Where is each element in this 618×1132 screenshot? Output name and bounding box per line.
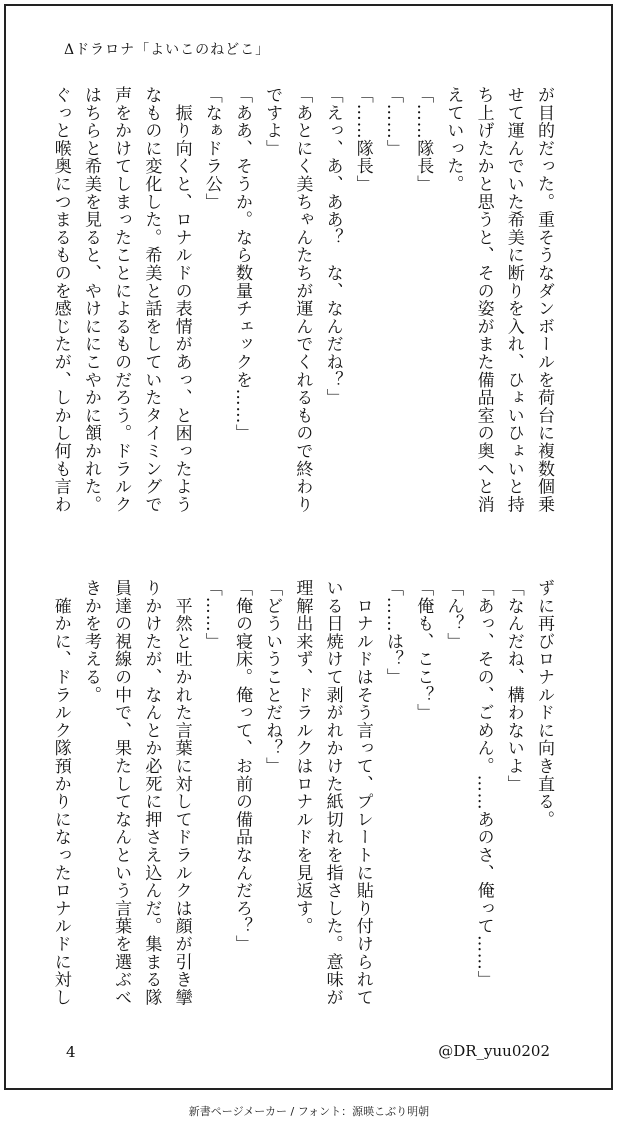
text-line: 確かに、ドラルク隊預かりになったロナルドに対し (50, 579, 71, 1007)
text-line: 「ん？」 (443, 579, 464, 651)
text-line: ですよ」 (262, 86, 283, 158)
text-line: ロナルドはそう言って、プレートに貼り付けられて (352, 579, 373, 1007)
text-line: 「……」 (201, 579, 222, 651)
text-line: 「あとにく美ちゃんたちが運んでくれるもので終わり (292, 86, 313, 514)
text-line: せて運んでいた希美に断りを入れ、ひょいひょいと持 (503, 86, 524, 514)
footer-credit: 新書ページメーカー / フォント：源暎こぶり明朝 (188, 1105, 430, 1118)
text-line: 「ああ、そうか。なら数量チェックを……」 (231, 86, 252, 442)
text-line: 員達の視線の中で、果たしてなんという言葉を選ぶべ (111, 579, 132, 1007)
page-frame (4, 4, 613, 1090)
text-line: ずに再びロナルドに向き直る。 (534, 579, 554, 829)
text-line: 「……」 (382, 86, 403, 158)
text-line: 「……は？」 (382, 579, 403, 686)
text-column-bottom (49, 579, 559, 1034)
text-line: えていった。 (443, 86, 464, 193)
text-line: ち上げたかと思うと、その姿がまた備品室の奥へと消 (473, 86, 494, 514)
text-line: 理解出来ず、ドラルクはロナルドを見返す。 (292, 579, 313, 935)
page-title: Δドラロナ「よいこのねどこ」 (64, 42, 271, 58)
text-line: はちらと希美を見ると、やけににこやかに頷かれた。 (80, 86, 101, 514)
author-handle: @DR_yuu0202 (438, 1042, 550, 1060)
text-line: 「……隊長」 (413, 86, 434, 193)
page-number: 4 (66, 1043, 76, 1061)
text-line: ぐっと喉奥につまるものを感じたが、しかし何も言わ (50, 86, 71, 514)
text-line: 振り向くと、ロナルドの表情があっ、と困ったよう (171, 86, 192, 514)
text-line: 「どういうことだね？」 (262, 579, 283, 775)
text-line: 「なんだね、構わないよ」 (503, 579, 524, 793)
text-line: りかけたが、なんとか必死に押さえ込んだ。集まる隊 (141, 579, 162, 1007)
text-line: きかを考える。 (80, 579, 101, 704)
text-line: 「俺の寝床。俺って、お前の備品なんだろ？」 (231, 579, 252, 953)
text-line: 「……隊長」 (352, 86, 373, 193)
text-line: 「俺も、ここ？」 (413, 579, 434, 722)
text-line: 「えっ、あ、ああ？ な、なんだね？」 (322, 86, 343, 407)
text-line: 「なぁドラ公」 (201, 86, 222, 211)
text-column-top (49, 86, 559, 541)
text-line: 平然と吐かれた言葉に対してドラルクは顔が引き攣 (171, 579, 192, 1007)
text-line: なものに変化した。希美と話をしていたタイミングで (141, 86, 162, 514)
text-line: いる日焼けて剥がれかけた紙切れを指さした。意味が (322, 579, 343, 1007)
text-line: が目的だった。重そうなダンボールを荷台に複数個乗 (534, 86, 554, 514)
text-line: 声をかけてしまったことによるものだろう。ドラルク (111, 86, 132, 514)
text-line: 「あっ、その、ごめん。……あのさ、俺って……」 (473, 579, 494, 989)
